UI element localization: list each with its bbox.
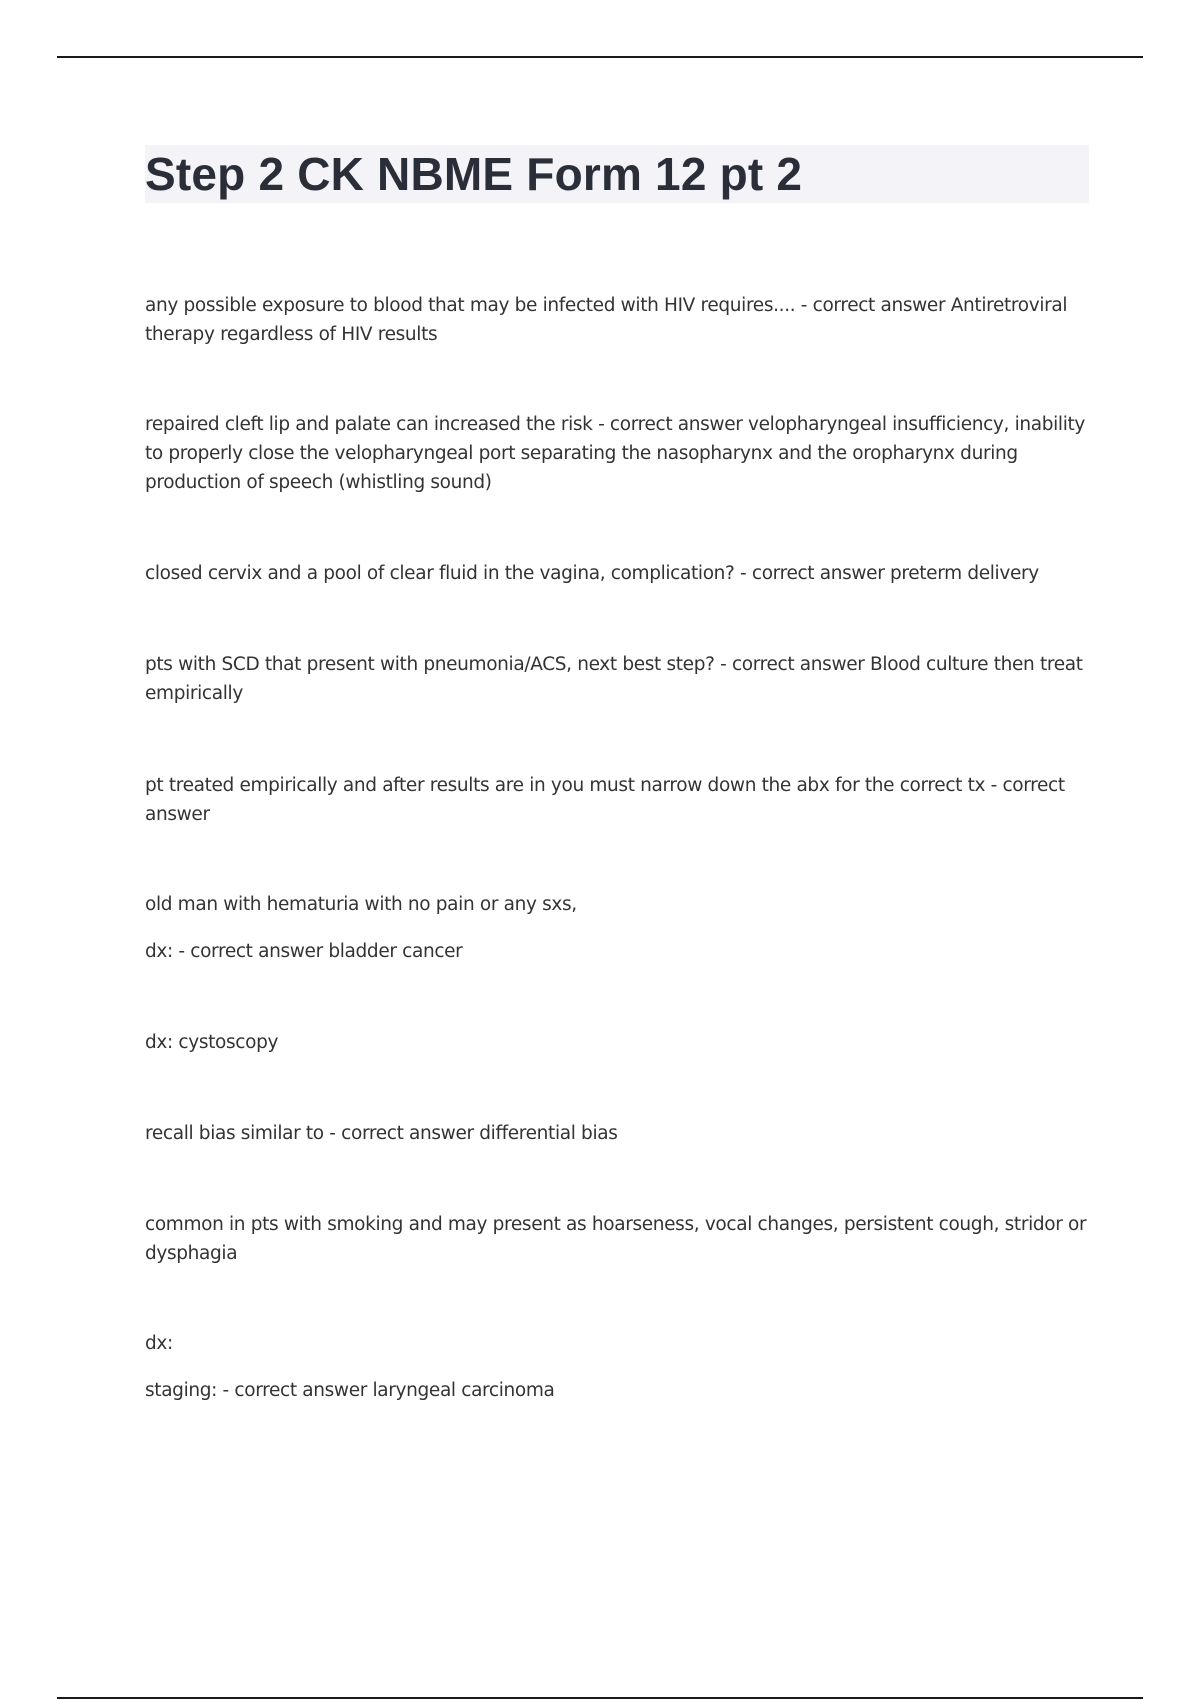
qa-paragraph: old man with hematuria with no pain or any sxs, bbox=[145, 894, 577, 915]
qa-paragraph: any possible exposure to blood that may be infected with HIV requires.... - correct answer Antiretroviral therapy regardless of HIV results bbox=[145, 295, 1068, 345]
qa-paragraph: repaired cleft lip and palate can increased the risk - correct answer velopharyngeal insufficiency, inability to properly close the velopharyngeal port separating the nasopharynx and the oropharynx during production of speech (whistling sound) bbox=[145, 414, 1085, 493]
qa-paragraph: common in pts with smoking and may present as hoarseness, vocal changes, persistent cough, stridor or dysphagia bbox=[145, 1214, 1087, 1264]
title-block bbox=[145, 145, 1089, 203]
page-title: Step 2 CK NBME Form 12 pt 2 bbox=[145, 148, 803, 200]
qa-paragraph: pt treated empirically and after results are in you must narrow down the abx for the correct tx - correct answer bbox=[145, 775, 1065, 825]
qa-paragraph: pts with SCD that present with pneumonia/ACS, next best step? - correct answer Blood culture then treat empirically bbox=[145, 654, 1083, 704]
bottom-rule bbox=[57, 1697, 1143, 1699]
qa-paragraph: dx: cystoscopy bbox=[145, 1032, 279, 1053]
top-rule bbox=[57, 56, 1143, 58]
qa-paragraph: closed cervix and a pool of clear fluid in the vagina, complication? - correct answer preterm delivery bbox=[145, 563, 1039, 584]
qa-paragraph: recall bias similar to - correct answer differential bias bbox=[145, 1123, 618, 1144]
qa-paragraph: staging: - correct answer laryngeal carcinoma bbox=[145, 1380, 555, 1401]
qa-paragraph: dx: - correct answer bladder cancer bbox=[145, 941, 463, 962]
qa-paragraph: dx: bbox=[145, 1333, 173, 1354]
